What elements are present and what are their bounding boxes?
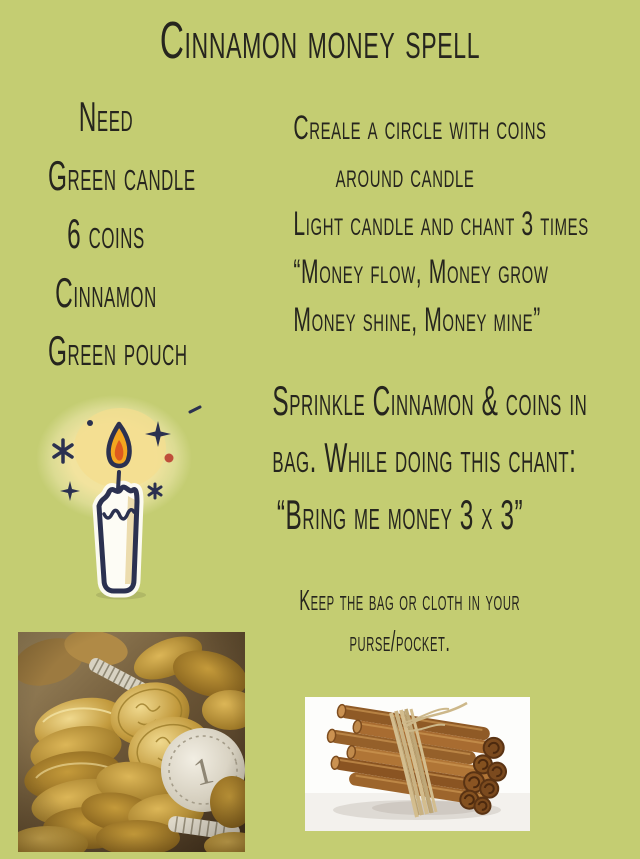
instruction-line: around candle <box>335 157 475 195</box>
cinnamon-sticks-photo <box>305 697 530 831</box>
instruction-line: Sprinkle Cinnamon & coins in <box>272 377 588 424</box>
supplies-item-green-pouch: Green pouch <box>48 327 188 374</box>
gold-coins-photo <box>18 632 245 852</box>
page-title: Cinnamon money spell <box>159 12 481 70</box>
supplies-list <box>48 88 196 381</box>
supplies-item-coins: 6 coins <box>67 210 145 257</box>
supplies-heading: Need <box>78 93 134 140</box>
supplies-item-green-candle: Green candle <box>48 151 196 199</box>
instruction-line: Light candle and chant 3 times <box>293 205 589 243</box>
supplies-item-cinnamon: Cinnamon <box>55 268 157 316</box>
note-line: Keep the bag or cloth in your <box>299 585 521 617</box>
chant-line: “Bring me money 3 x 3” <box>276 491 524 538</box>
note-line: purse/pocket. <box>349 626 451 658</box>
candle-illustration <box>28 394 206 602</box>
circle-instructions <box>293 104 589 344</box>
bag-instructions <box>272 372 588 543</box>
instruction-line: Creale a circle with coins <box>293 109 547 147</box>
chant-line: “Money flow, Money grow <box>293 253 549 291</box>
keep-note <box>299 581 521 663</box>
chant-line: Money shine, Money mine” <box>293 301 541 339</box>
instruction-line: bag. While doing this chant: <box>272 434 577 481</box>
candle-body <box>96 472 146 600</box>
